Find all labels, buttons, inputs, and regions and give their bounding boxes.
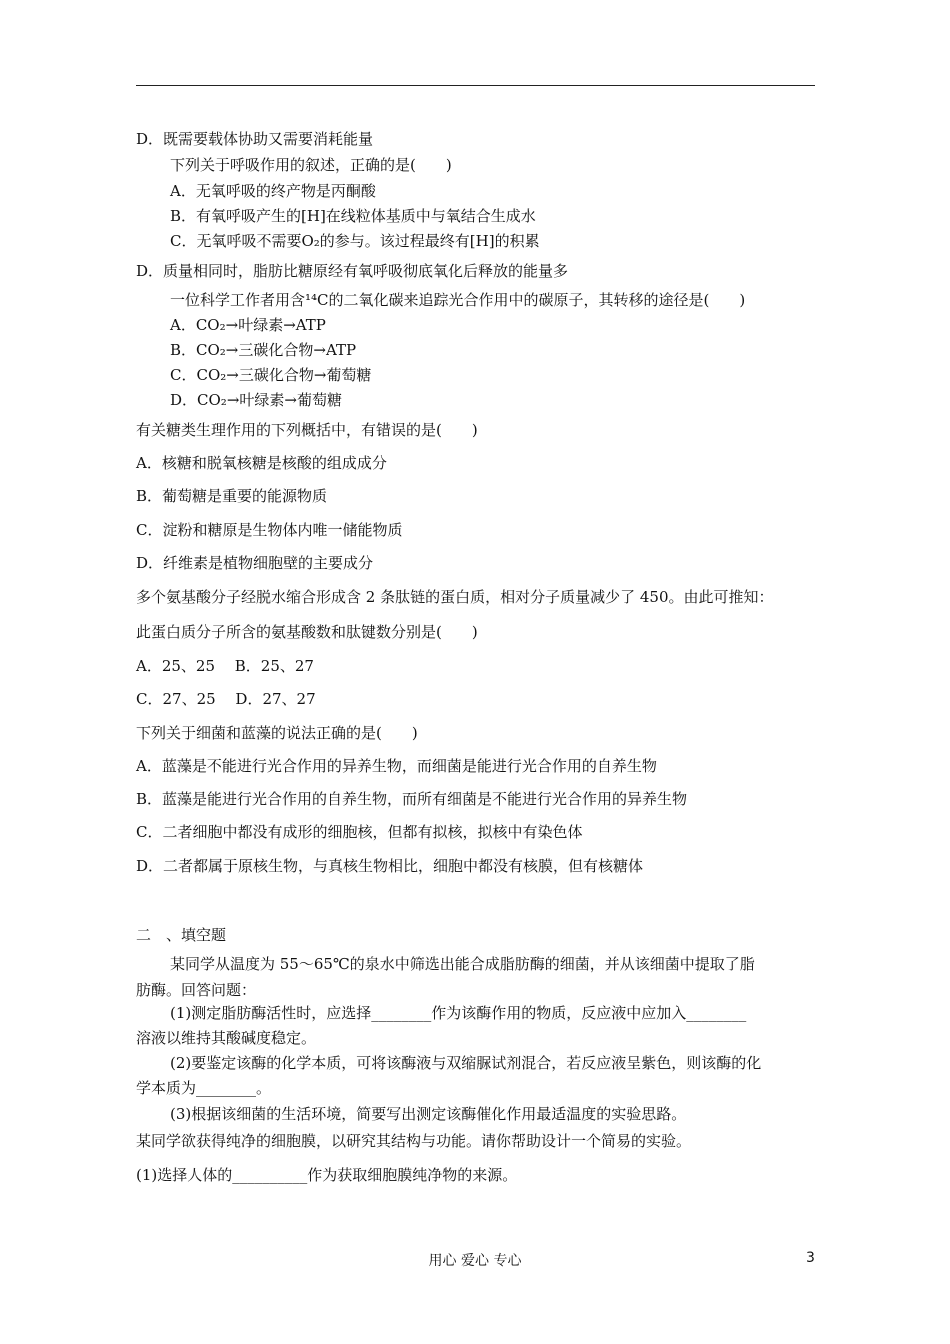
- option-line: C．无氧呼吸不需要O₂的参与。该过程最终有[H]的积累: [170, 232, 540, 250]
- option-line: C．淀粉和糖原是生物体内唯一储能物质: [136, 521, 403, 539]
- option-line: B．蓝藻是能进行光合作用的自养生物，而所有细菌是不能进行光合作用的异养生物: [136, 790, 688, 808]
- option-line: C．CO₂→三碳化合物→葡萄糖: [170, 366, 372, 384]
- question-stem: 某同学欲获得纯净的细胞膜，以研究其结构与功能。请你帮助设计一个简易的实验。: [136, 1132, 692, 1150]
- option-line: B．CO₂→三碳化合物→ATP: [170, 341, 357, 359]
- text-line: 溶液以维持其酸碱度稳定。: [136, 1029, 317, 1047]
- question-stem: 多个氨基酸分子经脱水缩合形成含 2 条肽链的蛋白质，相对分子质量减少了 450。由此可推知：: [136, 588, 774, 606]
- footer-text: 用心 爱心 专心: [428, 1253, 522, 1269]
- option-line: A．无氧呼吸的终产物是丙酮酸: [170, 182, 376, 200]
- question-stem: 此蛋白质分子所含的氨基酸数和肽键数分别是( ): [136, 623, 478, 641]
- option-line: D．质量相同时，脂肪比糖原经有氧呼吸彻底氧化后释放的能量多: [136, 262, 569, 280]
- text-line: (1)选择人体的__________作为获取细胞膜纯净物的来源。: [136, 1166, 518, 1184]
- option-line: B．葡萄糖是重要的能源物质: [136, 487, 328, 505]
- page-number: 3: [806, 1250, 815, 1266]
- question-stem: 下列关于细菌和蓝藻的说法正确的是( ): [136, 724, 418, 742]
- option-line: A．CO₂→叶绿素→ATP: [170, 316, 326, 334]
- question-stem: 下列关于呼吸作用的叙述，正确的是( ): [170, 156, 452, 174]
- text-line: (3)根据该细菌的生活环境，简要写出测定该酶催化作用最适温度的实验思路。: [170, 1105, 687, 1123]
- question-stem: 一位科学工作者用含¹⁴C的二氧化碳来追踪光合作用中的碳原子，其转移的途径是( ): [170, 291, 746, 309]
- text-line: (2)要鉴定该酶的化学本质，可将该酶液与双缩脲试剂混合，若反应液呈紫色，则该酶的化: [170, 1054, 762, 1072]
- option-line: D．二者都属于原核生物，与真核生物相比，细胞中都没有核膜，但有核糖体: [136, 857, 644, 875]
- question-stem: 有关糖类生理作用的下列概括中，有错误的是( ): [136, 421, 478, 439]
- option-line: A．核糖和脱氧核糖是核酸的组成成分: [136, 454, 387, 472]
- text-line: 肪酶。回答问题：: [136, 981, 257, 999]
- option-line: A．蓝藻是不能进行光合作用的异养生物，而细菌是能进行光合作用的自养生物: [136, 757, 657, 775]
- text-line: (1)测定脂肪酶活性时，应选择________作为该酶作用的物质，反应液中应加入________: [170, 1004, 747, 1022]
- text-line: 学本质为________。: [136, 1079, 272, 1097]
- option-line: C．二者细胞中都没有成形的细胞核，但都有拟核，拟核中有染色体: [136, 823, 583, 841]
- option-line: C．27、25 D．27、27: [136, 690, 316, 708]
- option-line: D．CO₂→叶绿素→葡萄糖: [170, 391, 342, 409]
- option-line: B．有氧呼吸产生的[H]在线粒体基质中与氧结合生成水: [170, 207, 536, 225]
- section-heading: 二 、填空题: [136, 926, 227, 944]
- header-rule: [136, 85, 815, 86]
- question-stem: 某同学从温度为 55～65℃的泉水中筛选出能合成脂肪酶的细菌，并从该细菌中提取了脂: [170, 955, 755, 973]
- option-line: A．25、25 B．25、27: [136, 657, 314, 675]
- option-line: D．纤维素是植物细胞壁的主要成分: [136, 554, 374, 572]
- text-line: D．既需要载体协助又需要消耗能量: [136, 130, 374, 148]
